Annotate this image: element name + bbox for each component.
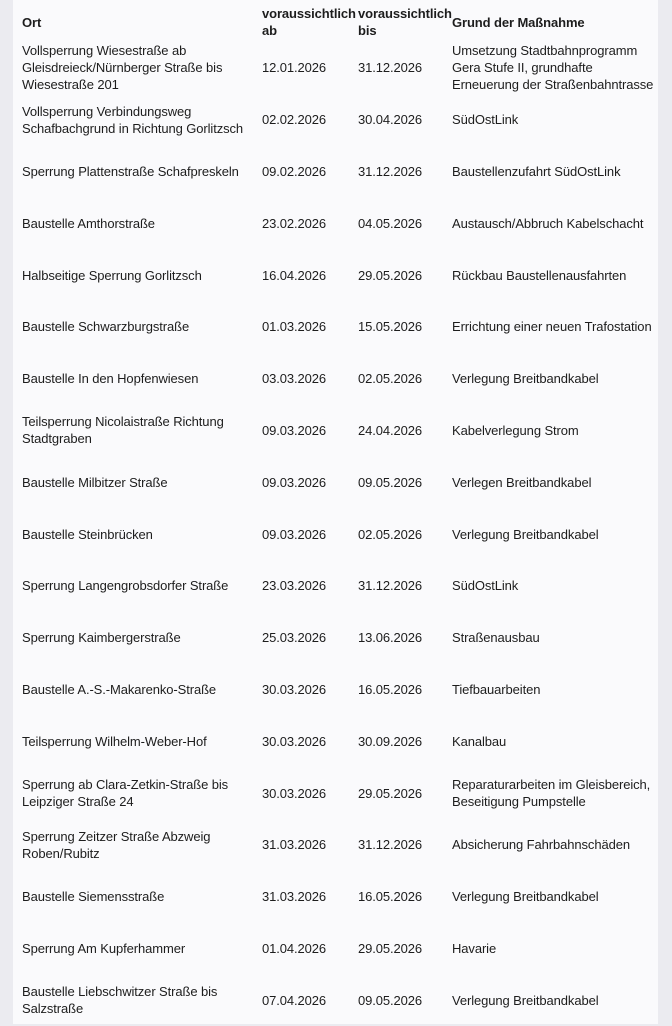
- cell-reason: SüdOstLink: [452, 112, 519, 128]
- cell-date-from: 23.03.2026: [262, 578, 327, 594]
- cell-date-to: 29.05.2026: [358, 785, 423, 801]
- cell-reason: Baustellenzufahrt SüdOstLink: [452, 163, 621, 179]
- cell-date-from: 07.04.2026: [262, 992, 327, 1008]
- table-row: [22, 560, 664, 612]
- cell-date-to: 13.06.2026: [358, 630, 423, 646]
- cell-date-from: 02.02.2026: [262, 112, 327, 128]
- cell-date-from: 09.03.2026: [262, 474, 327, 490]
- table-row: [22, 301, 664, 353]
- cell-reason: Havarie: [452, 940, 497, 956]
- cell-date-from: 01.04.2026: [262, 940, 327, 956]
- cell-ort: Teilsperrung Nicolaistraße Richtung Stadtgraben: [22, 414, 224, 447]
- cell-ort: Baustelle In den Hopfenwiesen: [22, 371, 199, 387]
- page-content: [13, 0, 658, 1024]
- table-row: [22, 249, 664, 301]
- cell-date-from: 12.01.2026: [262, 60, 327, 76]
- table-row: [22, 974, 664, 1026]
- cell-date-to: 29.05.2026: [358, 267, 423, 283]
- cell-ort: Sperrung Zeitzer Straße Abzweig Roben/Rubitz: [22, 828, 211, 861]
- cell-date-to: 29.05.2026: [358, 940, 423, 956]
- cell-ort: Baustelle A.-S.-Makarenko-Straße: [22, 681, 217, 697]
- cell-date-to: 15.05.2026: [358, 319, 423, 335]
- cell-ort: Sperrung Am Kupferhammer: [22, 940, 186, 956]
- cell-date-to: 30.09.2026: [358, 733, 423, 749]
- cell-ort: Vollsperrung Verbindungsweg Schafbachgrund in Richtung Gorlitzsch: [22, 103, 244, 136]
- cell-date-from: 30.03.2026: [262, 733, 327, 749]
- table-row: [22, 508, 664, 560]
- roadworks-table-body: [22, 42, 664, 1026]
- cell-reason: Absicherung Fahrbahnschäden: [452, 837, 630, 853]
- cell-reason: Reparaturarbeiten im Gleisbereich, Beseitigung Pumpstelle: [452, 777, 651, 810]
- table-row: [22, 664, 664, 716]
- cell-ort: Sperrung ab Clara-Zetkin-Straße bis Leipziger Straße 24: [22, 777, 229, 810]
- cell-reason: Errichtung einer neuen Trafostation: [452, 319, 652, 335]
- table-row: [22, 405, 664, 457]
- cell-ort: Sperrung Langengrobsdorfer Straße: [22, 578, 229, 594]
- table-row: [22, 923, 664, 975]
- table-row: [22, 94, 664, 146]
- cell-reason: Verlegen Breitbandkabel: [452, 474, 592, 490]
- column-header-from: voraussichtlich ab: [262, 6, 356, 38]
- table-header: [22, 0, 664, 42]
- cell-reason: SüdOstLink: [452, 578, 519, 594]
- cell-reason: Verlegung Breitbandkabel: [452, 889, 599, 905]
- cell-date-from: 23.02.2026: [262, 215, 327, 231]
- cell-date-to: 04.05.2026: [358, 215, 423, 231]
- table-header-row: [22, 0, 664, 42]
- table-row: [22, 871, 664, 923]
- cell-reason: Umsetzung Stadtbahnprogramm Gera Stufe II, grundhafte Erneuerung der Straßenbahntrasse: [452, 43, 654, 93]
- table-row: [22, 715, 664, 767]
- cell-reason: Tiefbauarbeiten: [452, 681, 541, 697]
- cell-date-to: 31.12.2026: [358, 578, 423, 594]
- table-row: [22, 146, 664, 198]
- cell-date-from: 01.03.2026: [262, 319, 327, 335]
- table-row: [22, 456, 664, 508]
- cell-date-to: 16.05.2026: [358, 889, 423, 905]
- cell-reason: Verlegung Breitbandkabel: [452, 526, 599, 542]
- table-row: [22, 819, 664, 871]
- table-row: [22, 42, 664, 94]
- cell-date-from: 31.03.2026: [262, 837, 327, 853]
- cell-ort: Teilsperrung Wilhelm-Weber-Hof: [22, 733, 207, 749]
- cell-date-to: 09.05.2026: [358, 992, 423, 1008]
- cell-date-to: 09.05.2026: [358, 474, 423, 490]
- cell-ort: Baustelle Amthorstraße: [22, 215, 155, 231]
- table-row: [22, 767, 664, 819]
- cell-date-from: 09.03.2026: [262, 526, 327, 542]
- cell-date-to: 02.05.2026: [358, 526, 423, 542]
- cell-ort: Halbseitige Sperrung Gorlitzsch: [22, 267, 202, 283]
- cell-date-to: 31.12.2026: [358, 60, 423, 76]
- cell-reason: Verlegung Breitbandkabel: [452, 992, 599, 1008]
- cell-date-to: 16.05.2026: [358, 681, 423, 697]
- cell-reason: Kanalbau: [452, 733, 507, 749]
- cell-reason: Rückbau Baustellenausfahrten: [452, 267, 627, 283]
- cell-date-to: 31.12.2026: [358, 837, 423, 853]
- cell-ort: Baustelle Schwarzburgstraße: [22, 319, 190, 335]
- roadworks-table: [22, 0, 664, 1026]
- cell-date-to: 30.04.2026: [358, 112, 423, 128]
- cell-date-from: 09.03.2026: [262, 422, 327, 438]
- cell-date-to: 02.05.2026: [358, 371, 423, 387]
- table-row: [22, 353, 664, 405]
- cell-ort: Sperrung Kaimbergerstraße: [22, 630, 181, 646]
- cell-ort: Sperrung Plattenstraße Schafpreskeln: [22, 163, 239, 179]
- cell-ort: Baustelle Milbitzer Straße: [22, 474, 168, 490]
- cell-date-from: 09.02.2026: [262, 163, 327, 179]
- cell-ort: Baustelle Steinbrücken: [22, 526, 153, 542]
- table-row: [22, 197, 664, 249]
- table-row: [22, 612, 664, 664]
- cell-ort: Vollsperrung Wiesestraße ab Gleisdreieck/Nürnberger Straße bis Wiesestraße 201: [22, 43, 223, 93]
- column-header-to: voraussichtlich bis: [358, 6, 452, 38]
- cell-date-from: 30.03.2026: [262, 785, 327, 801]
- cell-date-to: 31.12.2026: [358, 163, 423, 179]
- cell-date-to: 24.04.2026: [358, 422, 423, 438]
- cell-ort: Baustelle Siemensstraße: [22, 889, 165, 905]
- cell-date-from: 16.04.2026: [262, 267, 327, 283]
- cell-reason: Verlegung Breitbandkabel: [452, 371, 599, 387]
- column-header-ort: Ort: [22, 14, 42, 30]
- cell-reason: Straßenausbau: [452, 630, 540, 646]
- cell-date-from: 31.03.2026: [262, 889, 327, 905]
- cell-reason: Austausch/Abbruch Kabelschacht: [452, 215, 644, 231]
- cell-ort: Baustelle Liebschwitzer Straße bis Salzstraße: [22, 984, 218, 1017]
- cell-date-from: 03.03.2026: [262, 371, 327, 387]
- column-header-reason: Grund der Maßnahme: [452, 14, 585, 30]
- cell-date-from: 25.03.2026: [262, 630, 327, 646]
- cell-date-from: 30.03.2026: [262, 681, 327, 697]
- cell-reason: Kabelverlegung Strom: [452, 422, 579, 438]
